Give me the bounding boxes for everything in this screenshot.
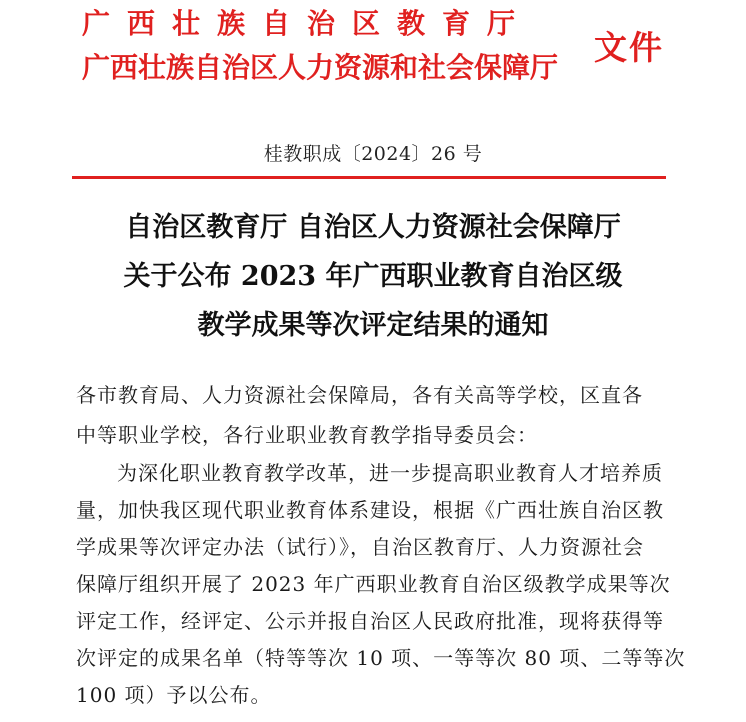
body-paragraph-line: 评定工作，经评定、公示并报自治区人民政府批准，现将获得等 <box>76 609 664 633</box>
addressee-line-2: 中等职业学校，各行业职业教育教学指导委员会： <box>76 423 538 447</box>
body-paragraph-line: 量，加快我区现代职业教育体系建设，根据《广西壮族自治区教 <box>76 498 664 522</box>
notice-title-line-3: 教学成果等次评定结果的通知 <box>197 310 549 341</box>
notice-title-line-1: 自治区教育厅 自治区人力资源社会保障厅 <box>125 212 621 243</box>
body-paragraph-line: 100 项）予以公布。 <box>76 683 272 707</box>
body-paragraph-line: 学成果等次评定办法（试行）》，自治区教育厅、人力资源社会 <box>76 535 644 559</box>
document-number: 桂教职成〔2024〕26 号 <box>263 143 483 165</box>
body-paragraph-line: 为深化职业教育教学改革，进一步提高职业教育人才培养质 <box>117 461 663 485</box>
issuer-line-2: 广西壮族自治区人力资源和社会保障厅 <box>82 51 559 84</box>
body-paragraph-line: 保障厅组织开展了 2023 年广西职业教育自治区级教学成果等次 <box>76 572 671 596</box>
document-type-label: 文件 <box>594 28 664 67</box>
addressee-line-1: 各市教育局、人力资源社会保障局，各有关高等学校，区直各 <box>76 383 643 407</box>
issuer-line-1: 广西壮族自治区教育厅 <box>82 7 533 40</box>
notice-title-line-2: 关于公布 2023 年广西职业教育自治区级 <box>123 261 623 292</box>
body-paragraph-line: 次评定的成果名单（特等等次 10 项、一等等次 80 项、二等等次 <box>76 646 686 670</box>
red-divider <box>72 176 666 179</box>
